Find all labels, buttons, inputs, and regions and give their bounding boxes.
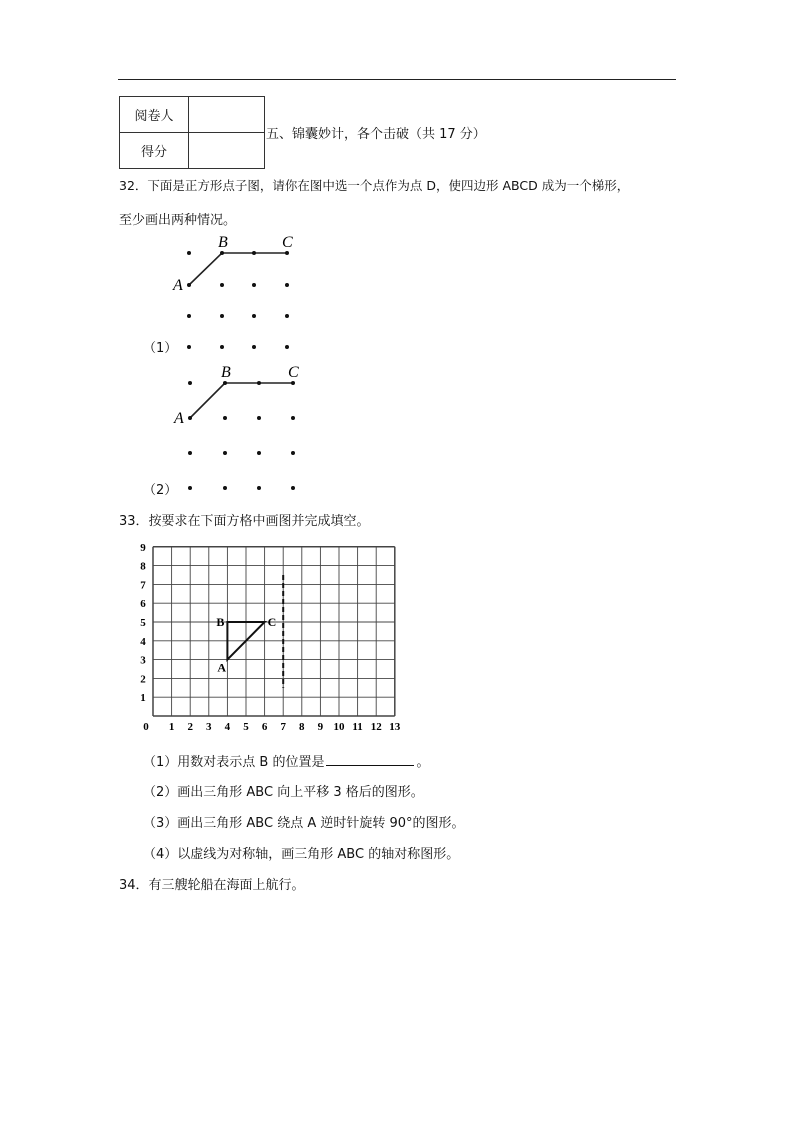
point-label-b: B [221,364,231,381]
section-title: 五、锦囊妙计，各个击破（共 17 分） [266,127,486,142]
q33-item-4: （4）以虚线为对称轴，画三角形 ABC 的轴对称图形。 [143,847,460,862]
q32-line1: 32．下面是正方形点子图，请你在图中选一个点作为点 D，使四边形 ABCD 成为一个梯形， [119,178,630,193]
x-tick-label: 1 [168,721,175,733]
y-tick-label: 8 [140,560,146,573]
y-tick-label: 2 [140,673,146,686]
q33-item-3: （3）画出三角形 ABC 绕点 A 逆时针旋转 90°的图形。 [143,816,465,831]
x-tick-label: 4 [224,721,231,733]
y-tick-label: 7 [140,579,146,592]
q33-title: 33．按要求在下面方格中画图并完成填空。 [119,514,370,529]
q33-item-2: （2）画出三角形 ABC 向上平移 3 格后的图形。 [143,785,424,800]
x-tick-label: 2 [187,721,193,733]
y-tick-label: 6 [140,598,146,611]
x-tick-label: 7 [280,721,286,733]
answer-blank[interactable] [326,753,414,766]
x-tick-label: 5 [243,721,249,733]
y-tick-label: 4 [140,635,146,648]
y-tick-label: 5 [140,617,146,629]
triangle-label-b: B [216,615,225,629]
x-tick-label: 6 [261,721,268,733]
fig1-label: （1） [143,341,178,356]
q34-title: 34．有三艘轮船在海面上航行。 [119,878,305,893]
reviewer-label: 阅卷人 [120,97,189,133]
fig2-label: （2） [143,483,178,498]
triangle-label-a: A [217,660,227,675]
q33-item-1-end: 。 [416,755,430,770]
q33-item-1-text: （1）用数对表示点 B 的位置是 [143,755,325,770]
point-label-a: A [174,410,184,427]
point-label-c: C [282,234,293,251]
y-tick-label: 1 [140,692,146,705]
point-label-b: B [218,234,228,251]
q33-item-1 [143,751,429,770]
y-tick-label: 9 [140,541,146,554]
x-tick-label: 9 [317,721,324,733]
q32-line2: 至少画出两种情况。 [119,213,237,228]
x-tick-label: 13 [389,721,401,733]
triangle-label-c: C [267,615,277,629]
x-tick-label: 10 [333,721,345,733]
x-tick-label: 3 [206,721,212,733]
y-tick-label: 3 [140,654,146,667]
point-label-c: C [288,364,299,381]
x-tick-label: 11 [352,721,363,733]
score-label: 得分 [120,133,189,169]
x-tick-label: 0 [143,721,149,733]
x-tick-label: 8 [299,721,305,733]
point-label-a: A [173,277,183,294]
x-tick-label: 12 [370,721,382,733]
